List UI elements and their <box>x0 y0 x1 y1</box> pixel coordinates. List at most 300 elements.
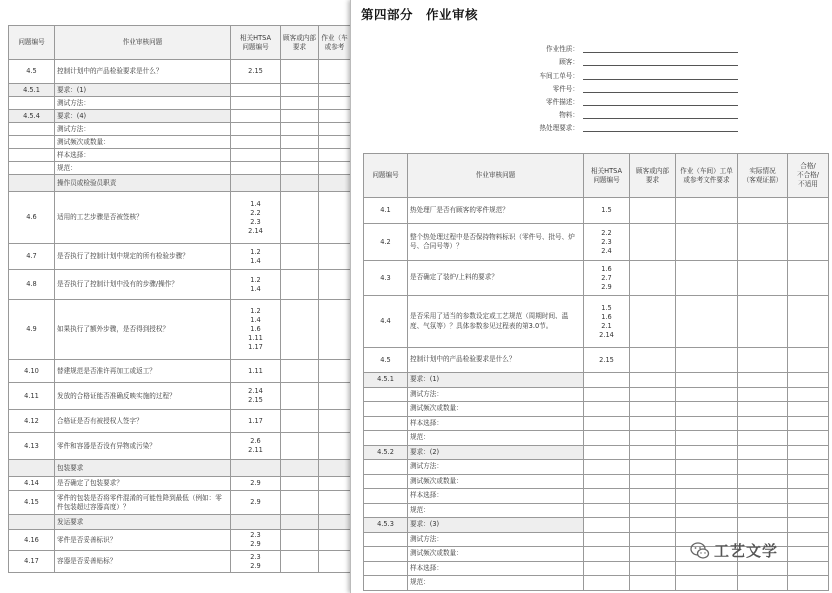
question-number <box>364 387 408 402</box>
htsa-reference <box>584 576 630 591</box>
evidence-cell[interactable] <box>738 503 788 518</box>
work-order-cell <box>319 515 351 530</box>
htsa-reference: 1.2 1.4 <box>231 244 281 270</box>
question-text: 测试频次或数量： <box>55 136 231 149</box>
table-row <box>9 162 351 175</box>
htsa-reference <box>584 387 630 402</box>
requirement-cell <box>281 123 319 136</box>
table-row <box>364 474 829 489</box>
htsa-reference: 2.3 2.9 <box>231 530 281 551</box>
question-text: 测试频次或数量： <box>408 547 584 562</box>
evidence-cell[interactable] <box>738 416 788 431</box>
table-row <box>9 551 351 573</box>
requirement-cell <box>281 515 319 530</box>
table-row <box>9 110 351 123</box>
requirement-cell[interactable] <box>630 261 676 296</box>
question-number: 4.5 <box>9 60 55 84</box>
question-text: 要求：(4) <box>55 110 231 123</box>
table-row <box>9 530 351 551</box>
htsa-reference: 2.9 <box>231 491 281 515</box>
work-order-cell <box>319 136 351 149</box>
work-order-cell[interactable] <box>676 474 738 489</box>
question-text: 操作员或检验员职责 <box>55 175 231 192</box>
question-number <box>9 97 55 110</box>
requirement-cell[interactable] <box>630 532 676 547</box>
question-number <box>9 123 55 136</box>
work-order-cell[interactable] <box>676 445 738 460</box>
question-text: 样本选择： <box>408 416 584 431</box>
question-text: 是否确定了包装要求？ <box>55 477 231 491</box>
requirement-cell <box>281 300 319 360</box>
question-text: 如果执行了额外步骤，是否得到授权？ <box>55 300 231 360</box>
question-text: 容器是否妥善贴标？ <box>55 551 231 573</box>
table-row <box>364 445 829 460</box>
left-header-cell: 顾客或内部 要求 <box>281 26 319 60</box>
requirement-cell <box>281 244 319 270</box>
evidence-cell[interactable] <box>738 348 788 373</box>
evidence-cell[interactable] <box>738 373 788 388</box>
question-number <box>364 532 408 547</box>
question-text: 是否确定了装炉/上料的要求？ <box>408 261 584 296</box>
htsa-reference <box>584 503 630 518</box>
result-cell[interactable] <box>788 547 829 562</box>
htsa-reference: 2.14 2.15 <box>231 383 281 410</box>
table-row <box>9 123 351 136</box>
result-cell[interactable] <box>788 503 829 518</box>
question-number: 4.1 <box>364 198 408 224</box>
requirement-cell[interactable] <box>630 503 676 518</box>
question-text: 是否执行了控制计划中没有的步骤/操作？ <box>55 270 231 300</box>
htsa-reference <box>584 416 630 431</box>
result-cell[interactable] <box>788 416 829 431</box>
form-label: 物料： <box>559 111 579 120</box>
evidence-cell[interactable] <box>738 198 788 224</box>
evidence-cell[interactable] <box>738 224 788 261</box>
work-order-cell <box>319 551 351 573</box>
table-row <box>364 518 829 533</box>
result-cell[interactable] <box>788 489 829 504</box>
requirement-cell[interactable] <box>630 547 676 562</box>
right-header-cell: 相关HTSA 问题编号 <box>584 154 630 198</box>
requirement-cell[interactable] <box>630 296 676 348</box>
right-table-body <box>364 198 829 591</box>
question-number: 4.5.2 <box>364 445 408 460</box>
question-text: 零件的包装是否将零件混淆的可能性降到最低（例如：零件包装超过容器高度）？ <box>55 491 231 515</box>
question-number <box>9 515 55 530</box>
htsa-reference <box>231 515 281 530</box>
result-cell[interactable] <box>788 224 829 261</box>
table-row <box>364 348 829 373</box>
wechat-icon <box>690 541 710 561</box>
evidence-cell[interactable] <box>738 431 788 446</box>
work-order-cell[interactable] <box>676 460 738 475</box>
requirement-cell <box>281 192 319 244</box>
requirement-cell[interactable] <box>630 561 676 576</box>
htsa-reference <box>231 136 281 149</box>
question-text: 替建规范是否准许再加工或返工？ <box>55 360 231 383</box>
htsa-reference <box>231 84 281 97</box>
requirement-cell <box>281 410 319 433</box>
table-row <box>9 84 351 97</box>
work-order-cell <box>319 383 351 410</box>
table-row <box>9 60 351 84</box>
question-number: 4.5 <box>364 348 408 373</box>
question-text: 整个热处理过程中是否保持物料标识（零件号、批号、炉号、合同号等）？ <box>408 224 584 261</box>
requirement-cell[interactable] <box>630 431 676 446</box>
right-header-cell: 顾客或内部 要求 <box>630 154 676 198</box>
requirement-cell[interactable] <box>630 460 676 475</box>
left-table-body <box>9 60 351 573</box>
work-order-cell[interactable] <box>676 261 738 296</box>
work-order-cell <box>319 97 351 110</box>
left-table-header <box>9 26 351 60</box>
question-number: 4.2 <box>364 224 408 261</box>
result-cell[interactable] <box>788 296 829 348</box>
requirement-cell <box>281 270 319 300</box>
question-text: 测试方法： <box>408 387 584 402</box>
work-order-cell <box>319 149 351 162</box>
htsa-reference: 2.15 <box>584 348 630 373</box>
foreground-page <box>350 0 832 593</box>
htsa-reference <box>584 460 630 475</box>
work-order-cell[interactable] <box>676 224 738 261</box>
question-text: 样本选择： <box>55 149 231 162</box>
evidence-cell[interactable] <box>738 561 788 576</box>
result-cell[interactable] <box>788 561 829 576</box>
question-text: 测试方法： <box>408 532 584 547</box>
work-order-cell[interactable] <box>676 561 738 576</box>
question-number: 4.5.1 <box>364 373 408 388</box>
table-row <box>9 410 351 433</box>
question-number <box>364 503 408 518</box>
form-label: 零件描述： <box>546 97 579 106</box>
question-text: 是否执行了控制计划中规定的所有检验步骤？ <box>55 244 231 270</box>
form-label: 热处理要求： <box>539 124 579 133</box>
result-cell[interactable] <box>788 261 829 296</box>
htsa-reference <box>231 162 281 175</box>
htsa-reference: 2.2 2.3 2.4 <box>584 224 630 261</box>
evidence-cell[interactable] <box>738 474 788 489</box>
right-audit-table <box>363 153 829 591</box>
result-cell[interactable] <box>788 431 829 446</box>
form-blank-line[interactable] <box>583 123 738 132</box>
work-order-cell <box>319 433 351 460</box>
question-number: 4.9 <box>9 300 55 360</box>
question-text: 要求：(2) <box>408 445 584 460</box>
result-cell[interactable] <box>788 373 829 388</box>
requirement-cell <box>281 110 319 123</box>
question-text: 测试方法： <box>55 97 231 110</box>
evidence-cell[interactable] <box>738 387 788 402</box>
question-text: 样本选择： <box>408 561 584 576</box>
result-cell[interactable] <box>788 460 829 475</box>
question-number: 4.7 <box>9 244 55 270</box>
question-number: 4.12 <box>9 410 55 433</box>
work-order-cell[interactable] <box>676 198 738 224</box>
requirement-cell <box>281 162 319 175</box>
work-order-cell <box>319 192 351 244</box>
table-row <box>9 515 351 530</box>
question-text: 零件是否妥善标识？ <box>55 530 231 551</box>
result-cell[interactable] <box>788 445 829 460</box>
htsa-reference: 2.3 2.9 <box>231 551 281 573</box>
form-blank-line[interactable] <box>583 71 738 80</box>
question-number <box>364 402 408 417</box>
table-row <box>9 192 351 244</box>
question-text: 热处理厂是否有顾客的零件规范？ <box>408 198 584 224</box>
work-order-cell[interactable] <box>676 489 738 504</box>
requirement-cell[interactable] <box>630 489 676 504</box>
right-header-cell: 问题编号 <box>364 154 408 198</box>
requirement-cell[interactable] <box>630 387 676 402</box>
question-text: 测试频次或数量： <box>408 402 584 417</box>
htsa-reference <box>231 110 281 123</box>
work-order-cell <box>319 123 351 136</box>
right-header-cell: 作业审核问题 <box>408 154 584 198</box>
requirement-cell <box>281 360 319 383</box>
section-title: 第四部分 作业审核 <box>361 7 479 22</box>
requirement-cell[interactable] <box>630 402 676 417</box>
question-number: 4.5.4 <box>9 110 55 123</box>
question-number: 4.17 <box>9 551 55 573</box>
work-order-cell <box>319 84 351 97</box>
question-text: 合格证是否有被授权人签字？ <box>55 410 231 433</box>
work-order-cell <box>319 300 351 360</box>
result-cell[interactable] <box>788 387 829 402</box>
work-order-cell[interactable] <box>676 348 738 373</box>
question-number: 4.6 <box>9 192 55 244</box>
requirement-cell <box>281 97 319 110</box>
form-label: 零件号： <box>552 84 579 93</box>
result-cell[interactable] <box>788 402 829 417</box>
htsa-reference: 2.6 2.11 <box>231 433 281 460</box>
htsa-reference <box>584 445 630 460</box>
work-order-cell <box>319 491 351 515</box>
table-row <box>364 416 829 431</box>
work-order-cell <box>319 530 351 551</box>
question-number: 4.8 <box>9 270 55 300</box>
htsa-reference: 2.15 <box>231 60 281 84</box>
work-order-cell[interactable] <box>676 296 738 348</box>
requirement-cell[interactable] <box>630 373 676 388</box>
question-number: 4.14 <box>9 477 55 491</box>
question-text: 包装要求 <box>55 460 231 477</box>
right-header-cell: 合格/ 不合格/ 不适用 <box>788 154 829 198</box>
form-row <box>501 53 761 66</box>
requirement-cell[interactable] <box>630 348 676 373</box>
table-row <box>364 296 829 348</box>
question-number: 4.16 <box>9 530 55 551</box>
work-order-cell[interactable] <box>676 402 738 417</box>
form-label: 车间工单号： <box>539 71 579 80</box>
evidence-cell[interactable] <box>738 576 788 591</box>
form-blank-line[interactable] <box>583 97 738 106</box>
htsa-reference: 1.5 1.6 2.1 2.14 <box>584 296 630 348</box>
table-row <box>9 460 351 477</box>
work-order-cell <box>319 110 351 123</box>
htsa-reference: 1.2 1.4 <box>231 270 281 300</box>
work-order-cell[interactable] <box>676 431 738 446</box>
table-row <box>364 503 829 518</box>
htsa-reference: 1.2 1.4 1.6 1.11 1.17 <box>231 300 281 360</box>
question-text: 测试方法： <box>408 460 584 475</box>
right-header-cell: 作业（车间）工单 或参考文件要求 <box>676 154 738 198</box>
form-row <box>501 93 761 106</box>
question-number <box>9 149 55 162</box>
left-header-cell: 作业审核问题 <box>55 26 231 60</box>
question-text: 规范： <box>55 162 231 175</box>
table-row <box>9 300 351 360</box>
table-row <box>9 136 351 149</box>
table-row <box>364 402 829 417</box>
question-number <box>364 576 408 591</box>
form-blank-line[interactable] <box>583 57 738 66</box>
requirement-cell[interactable] <box>630 518 676 533</box>
htsa-reference <box>231 149 281 162</box>
evidence-cell[interactable] <box>738 445 788 460</box>
work-order-cell <box>319 162 351 175</box>
form-label: 作业性质： <box>546 45 579 54</box>
table-row <box>9 97 351 110</box>
question-text: 控制计划中的产品检验要求是什么？ <box>55 60 231 84</box>
question-number: 4.5.3 <box>364 518 408 533</box>
requirement-cell <box>281 136 319 149</box>
work-order-cell[interactable] <box>676 503 738 518</box>
requirement-cell <box>281 149 319 162</box>
evidence-cell[interactable] <box>738 402 788 417</box>
evidence-cell[interactable] <box>738 518 788 533</box>
question-number <box>9 175 55 192</box>
htsa-reference: 1.4 2.2 2.3 2.14 <box>231 192 281 244</box>
work-order-cell <box>319 270 351 300</box>
question-text: 规范： <box>408 431 584 446</box>
question-number <box>9 136 55 149</box>
htsa-reference <box>584 373 630 388</box>
table-row <box>9 244 351 270</box>
question-number: 4.5.1 <box>9 84 55 97</box>
table-row <box>364 198 829 224</box>
question-text: 规范： <box>408 503 584 518</box>
question-number: 4.10 <box>9 360 55 383</box>
question-number <box>364 460 408 475</box>
question-text: 要求：(3) <box>408 518 584 533</box>
result-cell[interactable] <box>788 198 829 224</box>
work-order-cell[interactable] <box>676 373 738 388</box>
question-text: 发运要求 <box>55 515 231 530</box>
result-cell[interactable] <box>788 348 829 373</box>
requirement-cell <box>281 491 319 515</box>
table-row <box>364 261 829 296</box>
table-row <box>9 433 351 460</box>
table-row <box>364 431 829 446</box>
requirement-cell <box>281 477 319 491</box>
table-row <box>364 576 829 591</box>
form-blank-line[interactable] <box>583 110 738 119</box>
watermark-text: 工艺文学 <box>714 542 779 560</box>
left-header-cell: 作业（车 或参考 <box>319 26 351 60</box>
question-number <box>364 489 408 504</box>
left-header-cell: 相关HTSA 问题编号 <box>231 26 281 60</box>
result-cell[interactable] <box>788 518 829 533</box>
table-row <box>364 224 829 261</box>
requirement-cell[interactable] <box>630 445 676 460</box>
question-number <box>364 561 408 576</box>
htsa-reference <box>231 460 281 477</box>
htsa-reference <box>584 474 630 489</box>
question-number: 4.4 <box>364 296 408 348</box>
htsa-reference <box>584 489 630 504</box>
question-number <box>364 431 408 446</box>
question-text: 是否采用了适当的参数设定或工艺规范（周期时间、温度、气氛等）？具体参数参见过程表的第3.0节。 <box>408 296 584 348</box>
work-order-cell <box>319 175 351 192</box>
form-row <box>501 80 761 93</box>
table-row <box>9 175 351 192</box>
work-order-cell[interactable] <box>676 576 738 591</box>
evidence-cell[interactable] <box>738 261 788 296</box>
question-number <box>9 460 55 477</box>
work-order-cell[interactable] <box>676 518 738 533</box>
evidence-cell[interactable] <box>738 460 788 475</box>
job-info-form <box>501 40 761 132</box>
question-text: 样本选择： <box>408 489 584 504</box>
question-number <box>9 162 55 175</box>
form-row <box>501 66 761 79</box>
requirement-cell[interactable] <box>630 224 676 261</box>
question-text: 要求：(1) <box>408 373 584 388</box>
work-order-cell[interactable] <box>676 387 738 402</box>
table-row <box>9 383 351 410</box>
form-row <box>501 119 761 132</box>
form-blank-line[interactable] <box>583 84 738 93</box>
question-number: 4.15 <box>9 491 55 515</box>
evidence-cell[interactable] <box>738 489 788 504</box>
requirement-cell[interactable] <box>630 416 676 431</box>
result-cell[interactable] <box>788 576 829 591</box>
result-cell[interactable] <box>788 474 829 489</box>
form-blank-line[interactable] <box>583 44 738 53</box>
result-cell[interactable] <box>788 532 829 547</box>
htsa-reference <box>584 402 630 417</box>
question-text: 发放的合格证能否准确反映实施的过程？ <box>55 383 231 410</box>
requirement-cell <box>281 60 319 84</box>
question-number: 4.3 <box>364 261 408 296</box>
right-header-cell: 实际情况 （客观证据） <box>738 154 788 198</box>
work-order-cell <box>319 360 351 383</box>
question-text: 控制计划中的产品检验要求是什么？ <box>408 348 584 373</box>
question-number <box>364 474 408 489</box>
work-order-cell <box>319 460 351 477</box>
htsa-reference: 1.17 <box>231 410 281 433</box>
work-order-cell[interactable] <box>676 416 738 431</box>
requirement-cell <box>281 530 319 551</box>
question-number: 4.11 <box>9 383 55 410</box>
requirement-cell[interactable] <box>630 474 676 489</box>
requirement-cell[interactable] <box>630 576 676 591</box>
evidence-cell[interactable] <box>738 296 788 348</box>
htsa-reference <box>584 561 630 576</box>
table-row <box>9 360 351 383</box>
work-order-cell <box>319 410 351 433</box>
requirement-cell <box>281 551 319 573</box>
htsa-reference: 2.9 <box>231 477 281 491</box>
htsa-reference <box>584 431 630 446</box>
htsa-reference <box>231 175 281 192</box>
left-header-cell: 问题编号 <box>9 26 55 60</box>
question-number <box>364 547 408 562</box>
requirement-cell[interactable] <box>630 198 676 224</box>
htsa-reference <box>231 97 281 110</box>
question-text: 测试方法： <box>55 123 231 136</box>
